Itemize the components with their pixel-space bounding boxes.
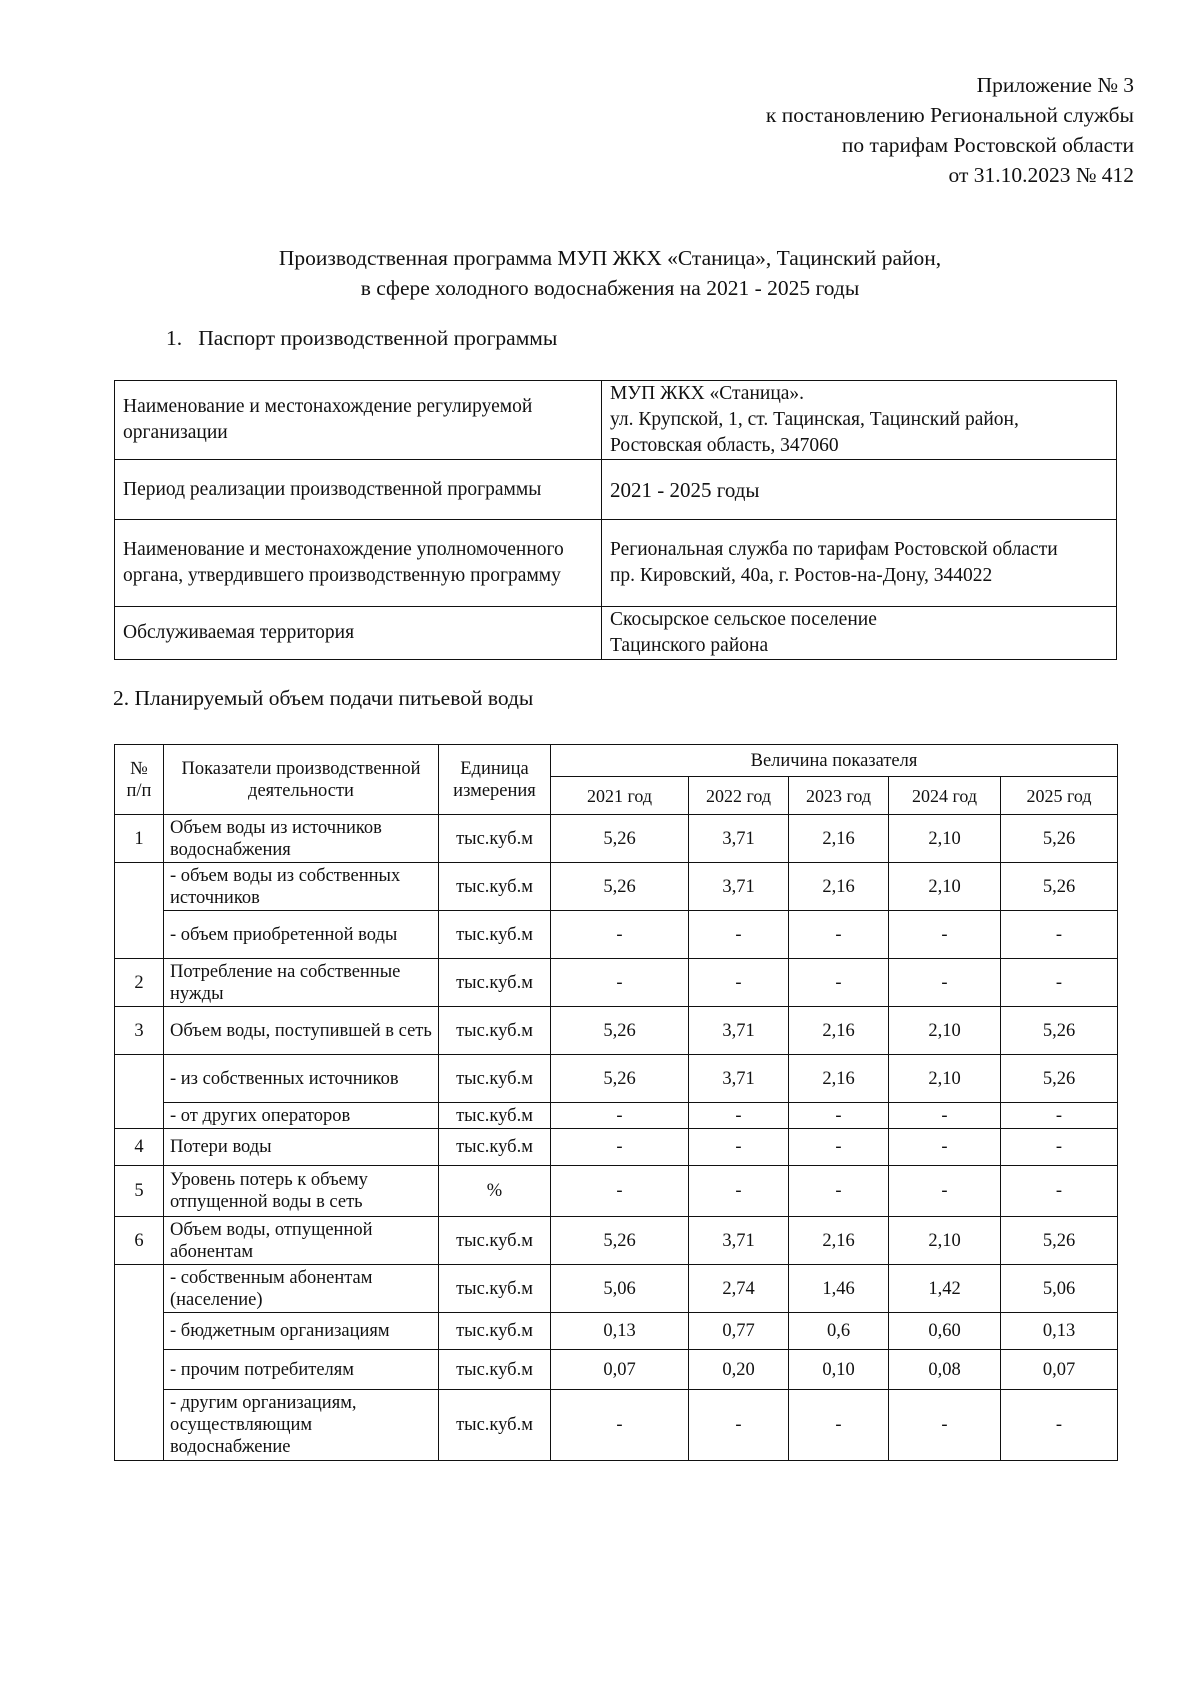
cell-value: 2,10 — [889, 863, 1001, 911]
cell-value: - — [889, 1129, 1001, 1166]
cell-value: 2,16 — [789, 1217, 889, 1265]
cell-value: 3,71 — [689, 1007, 789, 1055]
cell-value: 0,13 — [1001, 1313, 1118, 1350]
header-value: Величина показателя — [551, 745, 1118, 777]
appendix-line: Приложение № 3 — [976, 73, 1134, 97]
cell-unit: % — [439, 1166, 551, 1217]
cell-value: 0,08 — [889, 1350, 1001, 1390]
cell-value: - — [1001, 1390, 1118, 1461]
cell-indicator: - собственным абонентам (население) — [164, 1265, 439, 1313]
passport-table — [114, 380, 1117, 660]
cell-value: - — [889, 1390, 1001, 1461]
section-1-heading: 1. Паспорт производственной программы — [166, 326, 558, 350]
header-year: 2025 год — [1001, 777, 1118, 815]
cell-indicator: - объем приобретенной воды — [164, 911, 439, 959]
table-row — [115, 381, 1117, 460]
table-row — [115, 1265, 1118, 1313]
cell-value: 0,60 — [889, 1313, 1001, 1350]
cell-value: 2,16 — [789, 1055, 889, 1103]
cell-indicator: Потребление на собственные нужды — [164, 959, 439, 1007]
cell-value: - — [789, 1390, 889, 1461]
cell-indicator: - от других операторов — [164, 1103, 439, 1129]
cell-value: 2,16 — [789, 1007, 889, 1055]
cell-value: 2,74 — [689, 1265, 789, 1313]
cell-value: 5,26 — [1001, 1217, 1118, 1265]
cell-value: 2,10 — [889, 1007, 1001, 1055]
cell-indicator: - из собственных источников — [164, 1055, 439, 1103]
cell-value: - — [889, 1166, 1001, 1217]
cell-unit: тыс.куб.м — [439, 1390, 551, 1461]
cell-value: 0,13 — [551, 1313, 689, 1350]
table-row — [115, 1217, 1118, 1265]
document-title — [0, 243, 1200, 303]
cell-unit: тыс.куб.м — [439, 1350, 551, 1390]
table-row — [115, 863, 1118, 911]
table-row — [115, 959, 1118, 1007]
appendix-header — [766, 70, 1134, 190]
cell-value: - — [1001, 1166, 1118, 1217]
cell-value: 5,26 — [1001, 1007, 1118, 1055]
table-row — [115, 1166, 1118, 1217]
header-year: 2021 год — [551, 777, 689, 815]
cell-unit: тыс.куб.м — [439, 863, 551, 911]
cell-value: 0,77 — [689, 1313, 789, 1350]
cell-value: 5,26 — [551, 863, 689, 911]
cell-value: 3,71 — [689, 1055, 789, 1103]
cell-indicator: Объем воды, отпущенной абонентам — [164, 1217, 439, 1265]
header-unit: Единица измерения — [439, 745, 551, 815]
cell-value: - — [689, 959, 789, 1007]
appendix-line: по тарифам Ростовской области — [841, 133, 1134, 157]
table-row — [115, 1129, 1118, 1166]
cell-value: - — [689, 1103, 789, 1129]
cell-indicator: - объем воды из собственных источников — [164, 863, 439, 911]
title-line: Производственная программа МУП ЖКХ «Станица», Тацинский район, — [278, 246, 942, 270]
cell-unit: тыс.куб.м — [439, 1313, 551, 1350]
value-line: МУП ЖКХ «Станица». — [610, 383, 805, 404]
table-row — [115, 1350, 1118, 1390]
value-line: Скосырское сельское поселение — [610, 609, 877, 630]
cell-value: 5,26 — [1001, 863, 1118, 911]
cell-value: - — [789, 1103, 889, 1129]
cell-value: 5,26 — [1001, 815, 1118, 863]
passport-value — [602, 607, 1117, 660]
cell-value: - — [889, 1103, 1001, 1129]
cell-unit: тыс.куб.м — [439, 1055, 551, 1103]
section-2-heading: 2. Планируемый объем подачи питьевой воды — [113, 686, 534, 710]
table-row — [115, 520, 1117, 607]
cell-value: - — [1001, 1103, 1118, 1129]
passport-label: Наименование и местонахождение регулируемой организации — [115, 381, 602, 460]
appendix-line: к постановлению Региональной службы — [765, 103, 1134, 127]
header-year: 2023 год — [789, 777, 889, 815]
table-header-row — [115, 745, 1118, 777]
cell-value: 5,26 — [1001, 1055, 1118, 1103]
cell-value: 2,10 — [889, 1217, 1001, 1265]
table-row — [115, 460, 1117, 520]
cell-value: 2,16 — [789, 863, 889, 911]
cell-value: - — [789, 911, 889, 959]
cell-value: - — [689, 1390, 789, 1461]
cell-num: 3 — [115, 1007, 164, 1055]
passport-label: Обслуживаемая территория — [115, 607, 602, 660]
header-year: 2022 год — [689, 777, 789, 815]
appendix-line: от 31.10.2023 № 412 — [948, 163, 1134, 187]
cell-value: - — [889, 911, 1001, 959]
table-row — [115, 1390, 1118, 1461]
cell-value: 5,06 — [1001, 1265, 1118, 1313]
header-year: 2024 год — [889, 777, 1001, 815]
cell-num: 4 — [115, 1129, 164, 1166]
cell-value: 5,26 — [551, 1217, 689, 1265]
cell-unit: тыс.куб.м — [439, 1129, 551, 1166]
cell-num — [115, 1055, 164, 1129]
cell-value: - — [1001, 959, 1118, 1007]
cell-value: 2,10 — [889, 1055, 1001, 1103]
cell-value: 2,16 — [789, 815, 889, 863]
cell-indicator: Уровень потерь к объему отпущенной воды в сеть — [164, 1166, 439, 1217]
value-line: Региональная служба по тарифам Ростовской области — [610, 539, 1058, 560]
cell-value: - — [551, 959, 689, 1007]
cell-unit: тыс.куб.м — [439, 1217, 551, 1265]
cell-unit: тыс.куб.м — [439, 1265, 551, 1313]
value-line: Ростовская область, 347060 — [610, 435, 839, 456]
cell-num — [115, 1265, 164, 1461]
cell-value: 5,06 — [551, 1265, 689, 1313]
cell-value: 0,10 — [789, 1350, 889, 1390]
value-line: ул. Крупской, 1, ст. Тацинская, Тацинский район, — [610, 409, 1019, 430]
cell-indicator: - другим организациям, осуществляющим водоснабжение — [164, 1390, 439, 1461]
cell-value: 3,71 — [689, 815, 789, 863]
cell-value: 5,26 — [551, 815, 689, 863]
cell-value: - — [889, 959, 1001, 1007]
table-row — [115, 1313, 1118, 1350]
header-indicator: Показатели производственной деятельности — [164, 745, 439, 815]
cell-num: 2 — [115, 959, 164, 1007]
cell-value: 2,10 — [889, 815, 1001, 863]
cell-unit: тыс.куб.м — [439, 1103, 551, 1129]
cell-indicator: - прочим потребителям — [164, 1350, 439, 1390]
cell-value: 5,26 — [551, 1055, 689, 1103]
cell-value: - — [551, 1103, 689, 1129]
cell-value: 5,26 — [551, 1007, 689, 1055]
cell-value: - — [551, 911, 689, 959]
volume-table — [114, 744, 1118, 1461]
table-row — [115, 1103, 1118, 1129]
cell-unit: тыс.куб.м — [439, 911, 551, 959]
cell-value: - — [789, 959, 889, 1007]
cell-value: 0,07 — [551, 1350, 689, 1390]
cell-num: 1 — [115, 815, 164, 863]
cell-value: - — [551, 1390, 689, 1461]
passport-value — [602, 520, 1117, 607]
cell-value: 0,6 — [789, 1313, 889, 1350]
header-num: № п/п — [115, 745, 164, 815]
cell-indicator: Объем воды из источников водоснабжения — [164, 815, 439, 863]
passport-value — [602, 460, 1117, 520]
title-line: в сфере холодного водоснабжения на 2021 - 2025 годы — [360, 276, 860, 300]
table-row — [115, 1007, 1118, 1055]
cell-indicator: Потери воды — [164, 1129, 439, 1166]
passport-value — [602, 381, 1117, 460]
cell-value: 1,46 — [789, 1265, 889, 1313]
cell-value: - — [1001, 1129, 1118, 1166]
table-row — [115, 911, 1118, 959]
cell-value: 0,20 — [689, 1350, 789, 1390]
cell-value: - — [789, 1129, 889, 1166]
cell-indicator: Объем воды, поступившей в сеть — [164, 1007, 439, 1055]
cell-value: 3,71 — [689, 1217, 789, 1265]
cell-value: - — [551, 1129, 689, 1166]
cell-num — [115, 863, 164, 959]
cell-value: - — [689, 1166, 789, 1217]
cell-value: - — [689, 911, 789, 959]
cell-value: - — [551, 1166, 689, 1217]
table-row — [115, 815, 1118, 863]
value-line: Тацинского района — [610, 635, 769, 656]
table-row — [115, 1055, 1118, 1103]
cell-value: 1,42 — [889, 1265, 1001, 1313]
cell-value: - — [689, 1129, 789, 1166]
cell-num: 5 — [115, 1166, 164, 1217]
cell-value: - — [789, 1166, 889, 1217]
cell-num: 6 — [115, 1217, 164, 1265]
passport-label: Наименование и местонахождение уполномоченного органа, утвердившего производственную программу — [115, 520, 602, 607]
table-row — [115, 607, 1117, 660]
cell-unit: тыс.куб.м — [439, 959, 551, 1007]
cell-unit: тыс.куб.м — [439, 1007, 551, 1055]
cell-indicator: - бюджетным организациям — [164, 1313, 439, 1350]
cell-value: 0,07 — [1001, 1350, 1118, 1390]
cell-value: 3,71 — [689, 863, 789, 911]
value-line: пр. Кировский, 40а, г. Ростов-на-Дону, 344022 — [610, 565, 993, 586]
passport-label: Период реализации производственной программы — [115, 460, 602, 520]
cell-value: - — [1001, 911, 1118, 959]
cell-unit: тыс.куб.м — [439, 815, 551, 863]
value-line: 2021 - 2025 годы — [610, 477, 760, 502]
